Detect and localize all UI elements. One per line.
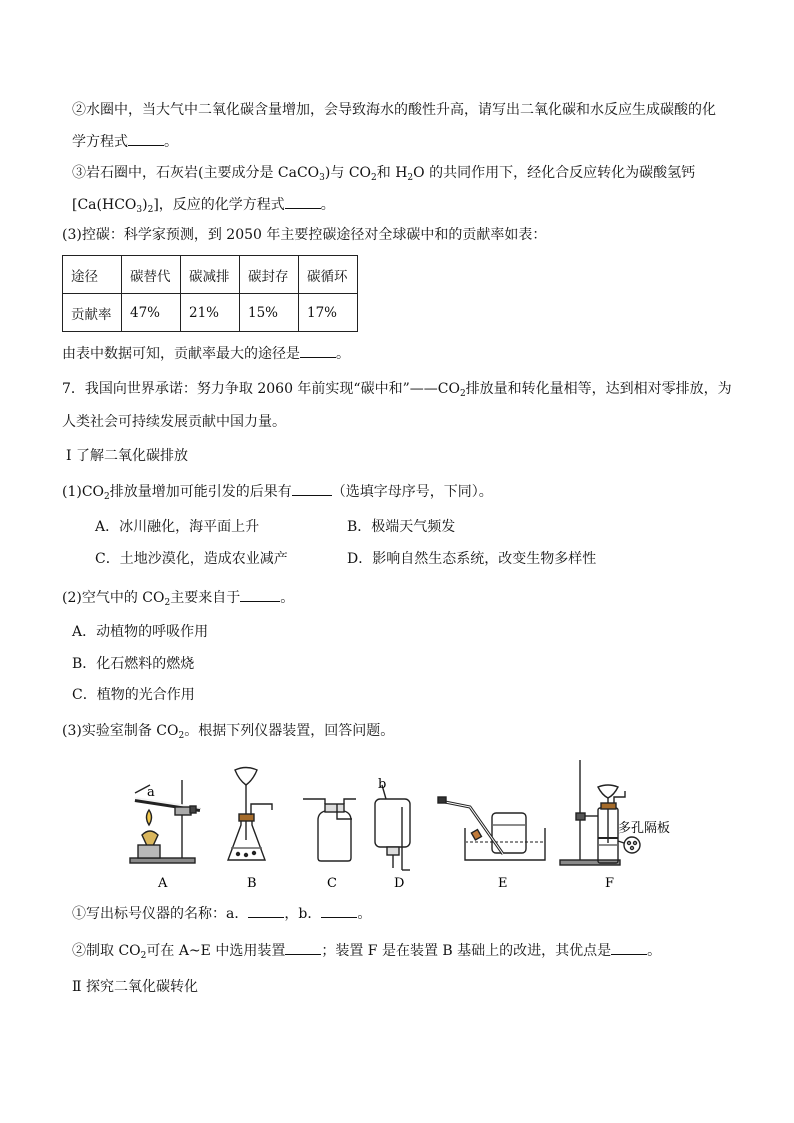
answer-blank[interactable]: [285, 194, 321, 209]
apparatus-b: [228, 768, 272, 861]
apparatus-d: [375, 785, 410, 870]
apparatus-a: [130, 780, 200, 863]
apparatus-e: [438, 797, 545, 860]
table-cell: 贡献率: [63, 294, 122, 332]
table-header-cell: 碳替代: [122, 256, 181, 294]
q6-part3-line2: [72, 194, 335, 220]
q6-part3-text-a: ③岩石圈中，石灰岩(主要成分是 CaCO: [72, 165, 320, 181]
subscript: 2: [140, 951, 147, 961]
q6-conclusion-text: 由表中数据可知，贡献率最大的途径是: [62, 346, 300, 362]
q7-q2-option-c: C．植物的光合作用: [72, 687, 195, 703]
q7-section2-title: Ⅱ 探究二氧化碳转化: [72, 979, 198, 995]
answer-blank[interactable]: [292, 481, 332, 496]
q7-q3: [62, 721, 394, 746]
q7-sub1: [72, 903, 371, 924]
q6-part3-text-d: O 的共同作用下，经化合反应转化为碳酸氢钙: [413, 165, 696, 181]
q7-q3-text-a: (3)实验室制备 CO: [62, 723, 179, 739]
table-header-cell: 途径: [63, 256, 122, 294]
q6-conclusion-end: 。: [336, 346, 350, 362]
q6-part2-text: 学方程式: [72, 134, 128, 150]
q7-q1-option-d: D．影响自然生态系统，改变生物多样性: [347, 551, 597, 567]
subscript: 2: [104, 492, 110, 502]
subscript: 2: [164, 598, 171, 608]
answer-blank[interactable]: [285, 940, 321, 955]
q7-q2-option-a: A．动植物的呼吸作用: [72, 624, 209, 640]
q7-q1-option-b: B．极端天气频发: [347, 519, 456, 535]
q7-q2-text-a: (2)空气中的 CO: [62, 590, 165, 606]
q7-sub1-text-b: ，b．: [284, 906, 322, 922]
q7-stem-text-b: 排放量和转化量相等，达到相对零排放，为: [465, 381, 732, 397]
subscript: 2: [178, 731, 185, 741]
q6-part2-line2: [72, 131, 178, 152]
table-cell: 17%: [299, 294, 358, 332]
q6-part3-text-c: 和 H: [376, 165, 408, 181]
table-header-cell: 碳循环: [299, 256, 358, 294]
q7-q1-text-c: （选填字母序号，下同）。: [331, 484, 493, 500]
q7-q1-option-a: A．冰川融化，海平面上升: [95, 519, 260, 535]
table-row: [63, 256, 358, 294]
q6-part2-end: 。: [164, 134, 178, 150]
q7-section1-title: Ⅰ 了解二氧化碳排放: [66, 448, 188, 464]
answer-blank[interactable]: [611, 940, 647, 955]
answer-blank[interactable]: [128, 131, 164, 146]
answer-blank[interactable]: [300, 343, 336, 358]
apparatus-label-d: D: [394, 876, 405, 891]
q6-part3-text-f: ): [142, 197, 148, 213]
table-row: [63, 294, 358, 332]
q7-q2: [62, 587, 294, 613]
table-header-cell: 碳封存: [240, 256, 299, 294]
marker-a: a: [147, 785, 155, 800]
table-header-cell: 碳减排: [181, 256, 240, 294]
table-cell: 47%: [122, 294, 181, 332]
subscript: 3: [136, 205, 143, 215]
q7-q1-text-b: 排放量增加可能引发的后果有: [109, 484, 292, 500]
apparatus-f: [560, 760, 640, 865]
q7-sub1-text-c: 。: [357, 906, 372, 922]
subscript: 2: [371, 173, 377, 183]
q7-sub2-text-d: 。: [647, 943, 662, 959]
q6-part2-line1: ②水圈中，当大气中二氧化碳含量增加，会导致海水的酸性升高，请写出二氧化碳和水反应生成碳酸的化: [72, 102, 716, 118]
marker-b: b: [378, 777, 387, 792]
table-cell: 15%: [240, 294, 299, 332]
q7-q2-option-b: B．化石燃料的燃烧: [72, 656, 195, 672]
table-cell: 21%: [181, 294, 240, 332]
q7-q3-text-b: 。根据下列仪器装置，回答问题。: [184, 723, 395, 739]
q6-part3-line1: [72, 163, 695, 188]
q7-q1-text-a: (1)CO: [62, 484, 105, 500]
subscript: 3: [319, 173, 325, 183]
contribution-table: [62, 255, 358, 332]
q6-part3-text-h: 。: [320, 197, 335, 213]
q7-sub2: [72, 940, 661, 966]
q6-conclusion: [62, 343, 350, 364]
q7-sub2-text-b: 可在 A~E 中选用装置: [146, 943, 286, 959]
apparatus-c: [303, 799, 356, 861]
q6-part3-text-e: [Ca(HCO: [72, 197, 137, 213]
subscript: 2: [407, 173, 414, 183]
q7-q1-option-c: C．土地沙漠化，造成农业减产: [95, 551, 288, 567]
subscript: 2: [459, 389, 466, 399]
q6-part3-text-g: ]，反应的化学方程式: [153, 197, 285, 213]
q6-part3-text-b: )与 CO: [324, 165, 372, 181]
apparatus-label-e: E: [498, 876, 508, 891]
q7-q2-text-c: 。: [280, 590, 295, 606]
apparatus-label-f: F: [605, 876, 615, 891]
apparatus-label-c: C: [327, 876, 337, 891]
apparatus-label-b: B: [247, 876, 257, 891]
q7-sub2-text-c: ；装置 F 是在装置 B 基础上的改进，其优点是: [321, 943, 612, 959]
lab-apparatus-figure: [120, 755, 680, 895]
answer-blank[interactable]: [321, 903, 357, 918]
subscript: 2: [147, 205, 154, 215]
q6-q3-intro: (3)控碳：科学家预测，到 2050 年主要控碳途径对全球碳中和的贡献率如表：: [62, 227, 547, 243]
porous-plate-label: 多孔隔板: [618, 821, 671, 836]
q7-q2-text-b: 主要来自于: [170, 590, 241, 606]
q7-sub1-text-a: ①写出标号仪器的名称：a．: [72, 906, 249, 922]
q7-stem-line2: 人类社会可持续发展贡献中国力量。: [62, 414, 286, 430]
answer-blank[interactable]: [248, 903, 284, 918]
answer-blank[interactable]: [240, 587, 280, 602]
q7-sub2-text-a: ②制取 CO: [72, 943, 141, 959]
q7-stem-line1: [62, 379, 732, 404]
apparatus-label-a: A: [158, 876, 168, 891]
q7-q1: [62, 481, 493, 507]
q7-stem-text-a: 7．我国向世界承诺：努力争取 2060 年前实现“碳中和”——CO: [62, 381, 460, 397]
